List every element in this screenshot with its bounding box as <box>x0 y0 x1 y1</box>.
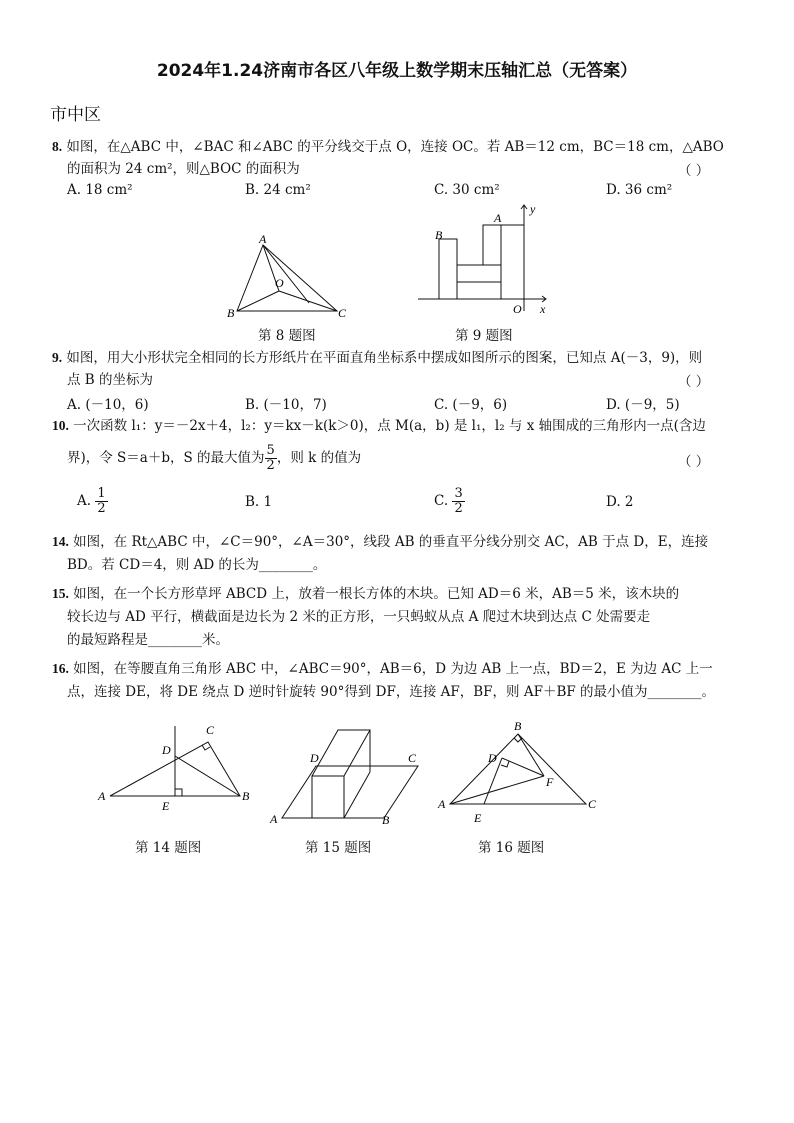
fig15-caption: 第 15 题图 <box>305 840 372 856</box>
q10-text2b: ，则 k 的值为 <box>276 450 362 466</box>
figure-14 <box>96 718 266 818</box>
fig14-label-d: D <box>162 743 171 757</box>
fig9-label-x: x <box>540 302 546 316</box>
q10-option-a-den: 2 <box>97 501 106 516</box>
figure-9 <box>418 203 558 318</box>
q9-line2: 点 B 的坐标为 <box>67 372 154 388</box>
fig16-label-f: F <box>546 775 554 789</box>
fig14-label-b: B <box>242 789 250 803</box>
q15-line1 <box>52 584 742 604</box>
figure-8 <box>225 232 355 325</box>
q10-line2 <box>67 444 757 473</box>
q9-number: 9. <box>52 350 63 365</box>
q16-line1 <box>52 659 742 679</box>
fig16-label-b: B <box>514 719 522 733</box>
q10-text1: 一次函数 l₁：y＝－2x＋4，l₂：y＝kx－k(k＞0)，点 M(a，b) 是 l₁，l₂ 与 x 轴围成的三角形内一点(含边 <box>73 418 706 434</box>
q16-number: 16. <box>52 661 69 676</box>
q15-line3: 的最短路程是________米。 <box>67 632 229 648</box>
fig16-label-d: D <box>488 751 497 765</box>
q9-paren: （ ） <box>678 374 710 390</box>
fig16-label-a: A <box>438 797 446 811</box>
q9-option-a: A. (－10，6) <box>67 397 149 413</box>
q10-text2a: 界)，令 S＝a＋b，S 的最大值为 <box>67 450 265 466</box>
fig9-label-y: y <box>530 202 536 216</box>
fig16-caption: 第 16 题图 <box>478 840 545 856</box>
fig16-label-e: E <box>474 811 482 825</box>
fig14-label-e: E <box>162 799 170 813</box>
figure-16 <box>434 718 614 828</box>
q10-max-fraction <box>265 444 277 473</box>
fig15-label-c: C <box>408 751 417 765</box>
fig16-label-c: C <box>588 797 597 811</box>
q9-line1 <box>52 348 742 368</box>
q15-line2: 较长边与 AD 平行，横截面是边长为 2 米的正方形，一只蚂蚁从点 A 爬过木块到达点 C 处需要走 <box>67 609 651 625</box>
q10-max-den: 2 <box>266 458 275 473</box>
q14-number: 14. <box>52 534 69 549</box>
q16-text1: 如图，在等腰直角三角形 ABC 中，∠ABC＝90°，AB＝6，D 为边 AB 上一点，BD＝2，E 为边 AC 上一 <box>73 661 713 677</box>
q10-option-c-den: 2 <box>454 501 463 516</box>
fig9-label-o: O <box>513 302 522 316</box>
fig8-label-c: C <box>338 306 347 320</box>
fig9-label-a: A <box>494 211 502 225</box>
q10-option-c-label: C. <box>434 493 449 509</box>
q8-line1 <box>52 137 742 157</box>
q10-paren: （ ） <box>678 454 710 470</box>
q10-option-a-label: A. <box>77 493 92 509</box>
q14-line2: BD。若 CD＝4，则 AD 的长为________。 <box>67 557 327 573</box>
q10-line1 <box>52 416 742 436</box>
q14-text1: 如图，在 Rt△ABC 中，∠C＝90°，∠A＝30°，线段 AB 的垂直平分线分别交 AC，AB 于点 D，E，连接 <box>73 534 709 550</box>
q10-option-d: D. 2 <box>606 494 634 510</box>
q8-option-b: B. 24 cm² <box>245 182 311 198</box>
q8-text1: 如图，在△ABC 中，∠BAC 和∠ABC 的平分线交于点 O，连接 OC。若 AB＝12 cm，BC＝18 cm，△ABO <box>66 139 724 155</box>
figure-15 <box>268 718 428 828</box>
q8-option-a: A. 18 cm² <box>67 182 133 198</box>
q8-paren: （ ） <box>678 163 710 179</box>
region-heading: 市中区 <box>50 105 101 125</box>
q15-number: 15. <box>52 586 69 601</box>
fig9-caption: 第 9 题图 <box>455 328 513 344</box>
fig14-label-a: A <box>98 789 106 803</box>
fig8-caption: 第 8 题图 <box>258 328 316 344</box>
fig9-label-b: B <box>435 228 443 242</box>
q8-number: 8. <box>52 139 63 154</box>
fig15-label-b: B <box>382 813 390 827</box>
fig14-label-c: C <box>206 723 215 737</box>
page-title: 2024年1.24济南市各区八年级上数学期末压轴汇总（无答案） <box>156 61 638 81</box>
fig8-label-a: A <box>259 232 267 246</box>
q14-line1 <box>52 532 742 552</box>
q9-option-c: C. (－9，6) <box>434 397 508 413</box>
fig8-label-b: B <box>227 306 235 320</box>
q8-line2: 的面积为 24 cm²，则△BOC 的面积为 <box>67 161 300 177</box>
q10-option-c-num: 3 <box>454 486 463 501</box>
fig15-label-a: A <box>270 812 278 826</box>
q16-line2: 点，连接 DE，将 DE 绕点 D 逆时针旋转 90°得到 DF，连接 AF，BF，则 AF＋BF 的最小值为________。 <box>67 684 716 700</box>
fig14-caption: 第 14 题图 <box>135 840 202 856</box>
q10-option-a-fraction <box>95 487 107 516</box>
q8-option-d: D. 36 cm² <box>606 182 673 198</box>
q10-option-b: B. 1 <box>245 494 273 510</box>
q10-max-num: 5 <box>266 443 275 458</box>
fig8-label-o: O <box>275 276 284 290</box>
q9-option-b: B. (－10，7) <box>245 397 327 413</box>
q10-option-a <box>77 487 108 516</box>
q9-option-d: D. (－9，5) <box>606 397 680 413</box>
q8-option-c: C. 30 cm² <box>434 182 500 198</box>
q10-number: 10. <box>52 418 69 433</box>
fig15-label-d: D <box>310 751 319 765</box>
q9-text1: 如图，用大小形状完全相同的长方形纸片在平面直角坐标系中摆成如图所示的图案，已知点 A(－3，9)，则 <box>66 350 703 366</box>
q15-text1: 如图，在一个长方形草坪 ABCD 上，放着一根长方体的木块。已知 AD＝6 米，AB＝5 米，该木块的 <box>73 586 680 602</box>
q10-option-a-num: 1 <box>97 486 106 501</box>
q10-option-c <box>434 487 465 516</box>
q10-option-c-fraction <box>452 487 464 516</box>
